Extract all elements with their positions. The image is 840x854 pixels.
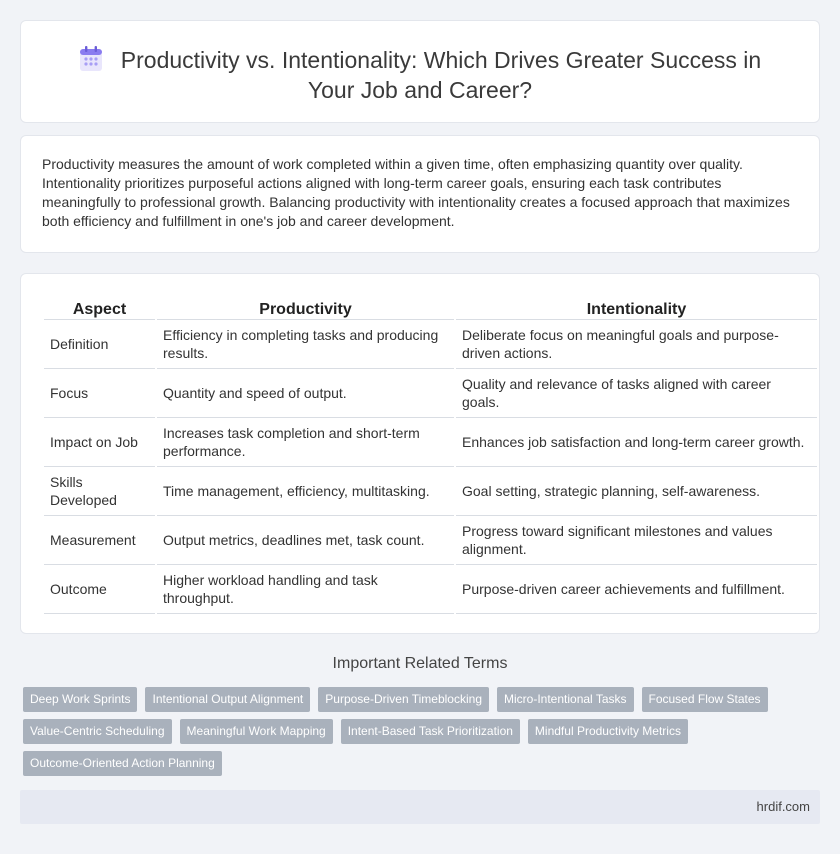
row-productivity: Output metrics, deadlines met, task count. — [157, 516, 454, 565]
related-term-tag[interactable]: Outcome-Oriented Action Planning — [23, 751, 222, 776]
footer — [20, 790, 820, 824]
header-card — [20, 20, 820, 123]
related-term-tag[interactable]: Purpose-Driven Timeblocking — [318, 687, 489, 712]
table-row — [44, 418, 817, 467]
row-aspect: Outcome — [44, 565, 155, 614]
intro-paragraph: Productivity measures the amount of work completed within a given time, often emphasizing quantity over quality. Intentionality prioritizes purposeful actions aligned with long-term career goals, ensuring each task contributes meaningfully to professional growth. Balancing productivity with intentionality creates a focused approach that maximizes both efficiency and fulfillment in one's job and career development. — [42, 156, 790, 229]
row-aspect: Skills Developed — [44, 467, 155, 516]
row-intentionality: Purpose-driven career achievements and fulfillment. — [456, 565, 817, 614]
page-title-wrap — [21, 45, 819, 105]
related-term-tag[interactable]: Value-Centric Scheduling — [23, 719, 172, 744]
row-productivity: Increases task completion and short-term performance. — [157, 418, 454, 467]
related-terms-list — [23, 687, 813, 776]
related-term-tag[interactable]: Mindful Productivity Metrics — [528, 719, 688, 744]
related-term-tag[interactable]: Micro-Intentional Tasks — [497, 687, 634, 712]
row-intentionality: Enhances job satisfaction and long-term career growth. — [456, 418, 817, 467]
table-header-row — [44, 296, 817, 320]
row-aspect: Definition — [44, 320, 155, 369]
column-header-intentionality: Intentionality — [456, 296, 817, 320]
table-row — [44, 565, 817, 614]
footer-site-link[interactable]: hrdif.com — [756, 799, 810, 814]
column-header-productivity: Productivity — [157, 296, 454, 320]
row-productivity: Efficiency in completing tasks and producing results. — [157, 320, 454, 369]
row-aspect: Focus — [44, 369, 155, 418]
intro-card — [20, 135, 820, 253]
related-term-tag[interactable]: Deep Work Sprints — [23, 687, 137, 712]
row-intentionality: Deliberate focus on meaningful goals and purpose-driven actions. — [456, 320, 817, 369]
calendar-icon — [79, 46, 103, 72]
table-row — [44, 320, 817, 369]
row-aspect: Measurement — [44, 516, 155, 565]
row-intentionality: Goal setting, strategic planning, self-awareness. — [456, 467, 817, 516]
page-title: Productivity vs. Intentionality: Which Drives Greater Success in Your Job and Career? — [120, 47, 762, 103]
table-row — [44, 467, 817, 516]
column-header-aspect: Aspect — [44, 296, 155, 320]
row-intentionality: Quality and relevance of tasks aligned with career goals. — [456, 369, 817, 418]
table-row — [44, 516, 817, 565]
table-row — [44, 369, 817, 418]
row-intentionality: Progress toward significant milestones and values alignment. — [456, 516, 817, 565]
comparison-table — [42, 296, 819, 614]
related-term-tag[interactable]: Intentional Output Alignment — [145, 687, 310, 712]
related-term-tag[interactable]: Meaningful Work Mapping — [180, 719, 333, 744]
row-productivity: Quantity and speed of output. — [157, 369, 454, 418]
row-productivity: Time management, efficiency, multitasking. — [157, 467, 454, 516]
row-aspect: Impact on Job — [44, 418, 155, 467]
row-productivity: Higher workload handling and task throughput. — [157, 565, 454, 614]
comparison-card — [20, 273, 820, 634]
related-term-tag[interactable]: Intent-Based Task Prioritization — [341, 719, 520, 744]
related-term-tag[interactable]: Focused Flow States — [642, 687, 768, 712]
related-terms-heading: Important Related Terms — [332, 655, 508, 672]
